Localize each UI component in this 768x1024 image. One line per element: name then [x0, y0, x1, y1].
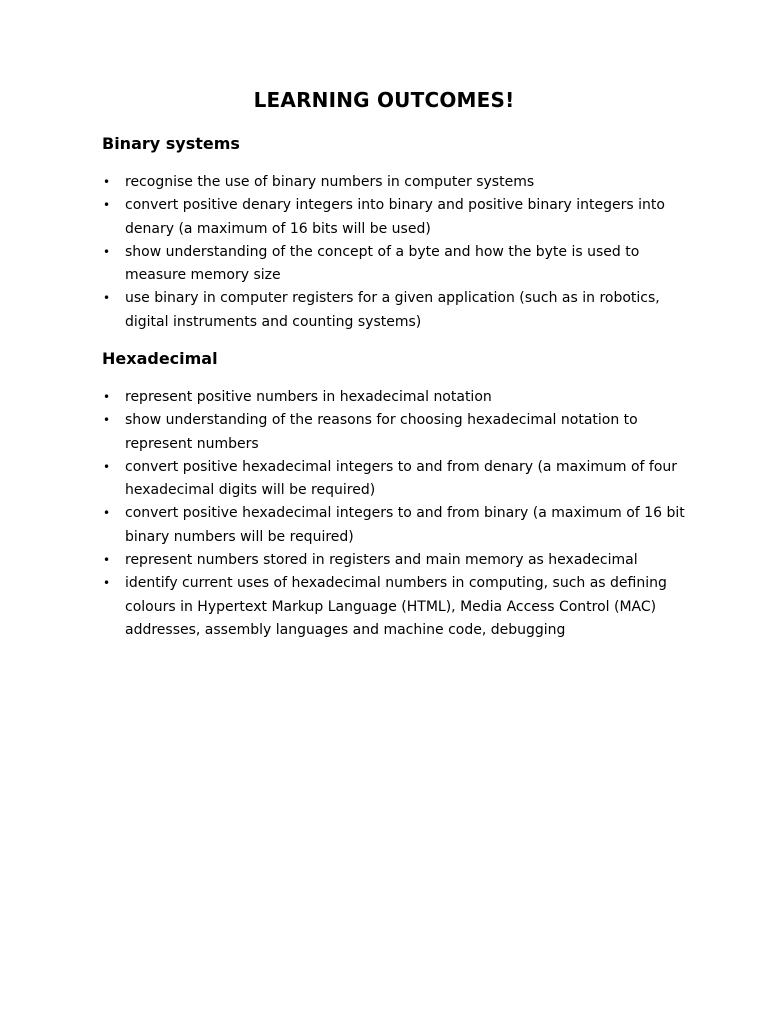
- list-item: [100, 287, 690, 334]
- bullet-icon: •: [103, 175, 111, 189]
- list-item-text: show understanding of the concept of a byte and how the byte is used to measure memory size: [125, 243, 640, 284]
- list-item: [100, 502, 690, 549]
- bullet-icon: •: [103, 390, 111, 404]
- list-item: [100, 456, 690, 503]
- list-item: [100, 409, 690, 456]
- page-title: LEARNING OUTCOMES!: [253, 88, 515, 112]
- bullet-icon: •: [103, 576, 111, 591]
- list-item-text: represent positive numbers in hexadecimal notation: [125, 389, 492, 405]
- binary-systems-list: [100, 171, 690, 334]
- bullet-icon: •: [103, 198, 111, 213]
- list-item: [100, 171, 690, 194]
- list-item-text: convert positive hexadecimal integers to and from denary (a maximum of four hexadecimal digits will be required): [125, 458, 678, 499]
- list-item: [100, 572, 690, 642]
- list-item-text: represent numbers stored in registers and main memory as hexadecimal: [125, 552, 638, 569]
- section-heading-binary-systems: Binary systems: [102, 134, 240, 153]
- list-item-text: identify current uses of hexadecimal numbers in computing, such as defining colours in Hypertext Markup Language (HTML), Media Access Control (MAC) addresses, assembly languages and machine code, debugging: [125, 575, 667, 638]
- hexadecimal-list: [100, 386, 690, 642]
- bullet-icon: •: [103, 244, 111, 259]
- list-item-text: convert positive denary integers into binary and positive binary integers into denary (a maximum of 16 bits will be used): [125, 197, 665, 237]
- bullet-icon: •: [103, 459, 111, 474]
- list-item: [100, 386, 690, 409]
- bullet-icon: •: [103, 553, 111, 568]
- list-item-text: show understanding of the reasons for choosing hexadecimal notation to represent numbers: [125, 412, 638, 452]
- section-heading-hexadecimal: Hexadecimal: [102, 349, 218, 368]
- list-item: [100, 194, 690, 241]
- list-item-text: convert positive hexadecimal integers to and from binary (a maximum of 16 bit binary numbers will be required): [125, 505, 685, 545]
- bullet-icon: •: [103, 413, 111, 428]
- bullet-icon: •: [103, 506, 111, 521]
- list-item-text: recognise the use of binary numbers in computer systems: [125, 174, 535, 190]
- list-item: [100, 241, 690, 288]
- list-item: [100, 549, 690, 572]
- bullet-icon: •: [103, 291, 111, 306]
- list-item-text: use binary in computer registers for a given application (such as in robotics, digital instruments and counting systems): [125, 290, 660, 330]
